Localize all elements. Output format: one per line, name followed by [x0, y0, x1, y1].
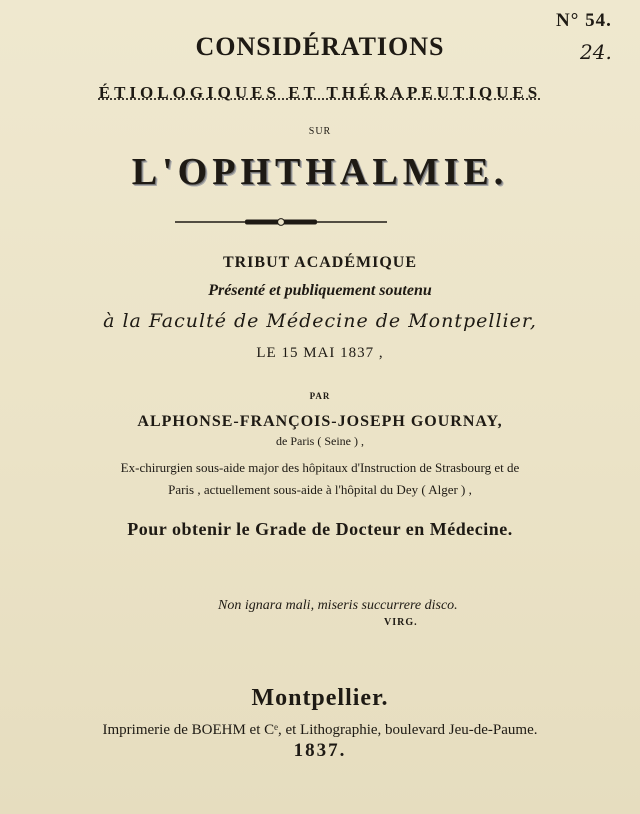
faculte-line: à la Faculté de Médecine de Montpellier,	[103, 310, 537, 332]
catalog-number: N° 54.	[556, 10, 612, 31]
imprint-printer: Imprimerie de BOEHM et Cᵉ, et Lithographie, boulevard Jeu-de-Paume.	[102, 722, 538, 738]
title-line-1: CONSIDÉRATIONS	[195, 32, 445, 61]
defense-date: LE 15 MAI 1837 ,	[256, 345, 384, 361]
imprint-city: Montpellier.	[251, 685, 389, 711]
author-name: ALPHONSE-FRANÇOIS-JOSEPH GOURNAY,	[137, 413, 503, 430]
handwritten-number: 24.	[580, 40, 612, 64]
degree-line: Pour obtenir le Grade de Docteur en Médecine.	[127, 519, 513, 539]
presente-line: Présenté et publiquement soutenu	[208, 282, 432, 299]
title-line-3: L'OPHTHALMIE.	[131, 151, 509, 193]
tribut-academique: TRIBUT ACADÉMIQUE	[222, 254, 418, 271]
credentials-line-2: Paris , actuellement sous-aide à l'hôpital du Dey ( Alger ) ,	[168, 482, 472, 497]
ornamental-rule	[175, 218, 387, 226]
title-connector: SUR	[308, 126, 332, 137]
par-label: PAR	[309, 391, 331, 401]
author-origin: de Paris ( Seine ) ,	[276, 434, 364, 448]
imprint-year: 1837.	[293, 740, 347, 761]
epigraph-quote: Non ignara mali, miseris succurrere disco.	[218, 598, 458, 613]
title-line-2: ÉTIOLOGIQUES ET THÉRAPEUTIQUES	[98, 83, 542, 102]
epigraph-attribution: VIRG.	[384, 617, 418, 628]
credentials-line-1: Ex-chirurgien sous-aide major des hôpitaux d'Instruction de Strasbourg et de	[120, 460, 520, 475]
